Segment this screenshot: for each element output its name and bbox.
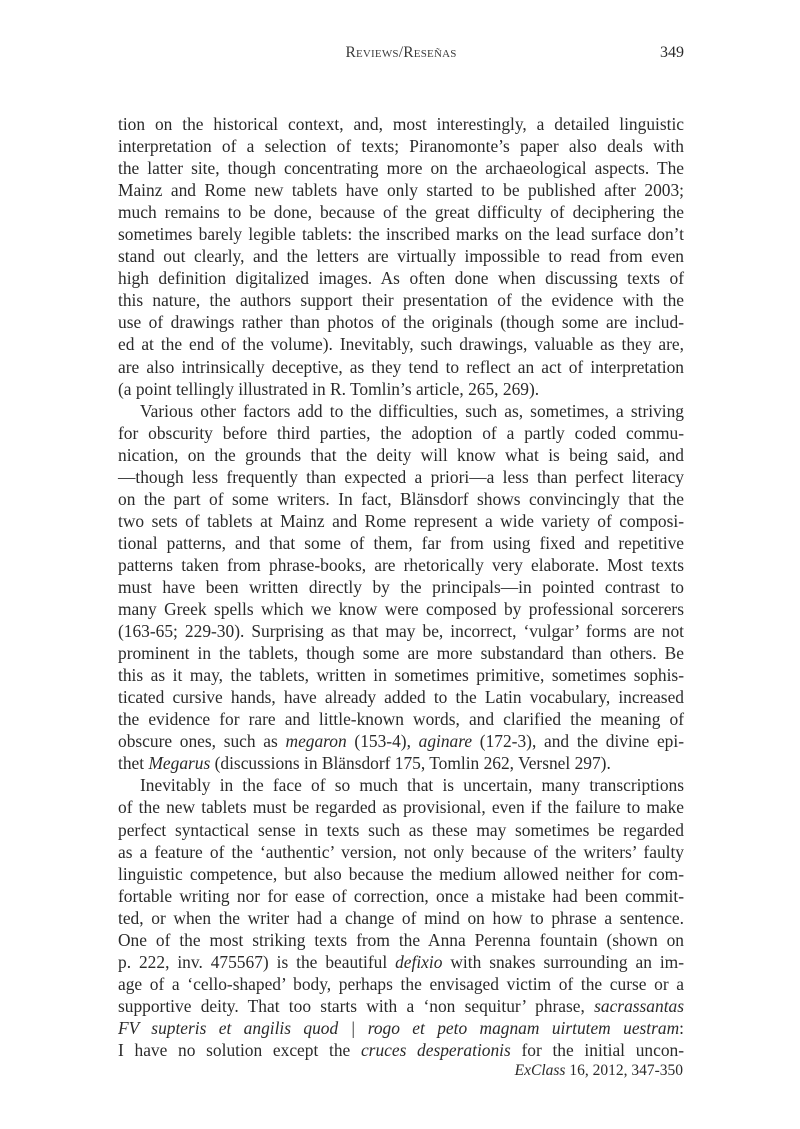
italic-term: aginare: [418, 731, 473, 752]
text-run: age of a ‘cello-shaped’ body, perhaps the envisaged victim of the curse or a: [118, 973, 684, 994]
text-run: the evidence for rare and little-known words, and clarified the meaning of: [118, 709, 684, 730]
text-line: [118, 179, 684, 201]
text-run: sometimes barely legible tablets: the inscribed marks on the lead surface don’t: [118, 224, 684, 245]
text-line: [118, 510, 684, 532]
text-run: Inevitably in the face of so much that is uncertain, many transcriptions: [140, 775, 684, 796]
text-run: must have been written directly by the principals—in pointed contrast to: [118, 576, 684, 597]
italic-term: Megarus: [148, 753, 211, 774]
text-run: supportive deity. That too starts with a ‘non sequitur’ phrase,: [118, 995, 595, 1016]
text-run: (a point tellingly illustrated in R. Tomlin’s article, 265, 269).: [118, 378, 540, 399]
italic-term: FV supteris et angilis quod | rogo et peto magnam uirtutem uestram: [118, 1017, 680, 1038]
text-run: the latter site, though concentrating more on the archaeological aspects. The: [118, 158, 684, 179]
text-line: [118, 598, 684, 620]
text-run: this as it may, the tablets, written in sometimes primitive, sometimes sophis-: [118, 665, 684, 686]
text-line: [118, 664, 684, 686]
text-run: many Greek spells which we know were composed by professional sorcerers: [118, 599, 684, 620]
text-line: [118, 422, 684, 444]
text-line: [118, 532, 684, 554]
text-run: for the initial uncon-: [510, 1039, 684, 1060]
text-line: [118, 311, 684, 333]
text-line: [118, 356, 684, 378]
text-run: much remains to be done, because of the great difficulty of deciphering the: [118, 202, 684, 223]
italic-term: megaron: [285, 731, 347, 752]
text-line: [118, 708, 684, 730]
text-run: tional patterns, and that some of them, far from using fixed and repetitive: [118, 532, 684, 553]
text-line: [118, 642, 684, 664]
text-line: [118, 774, 684, 796]
text-line: [118, 245, 684, 267]
text-run: interpretation of a selection of texts; Piranomonte’s paper also deals with: [118, 136, 684, 157]
text-run: ticated cursive hands, have already added to the Latin vocabulary, increased: [118, 687, 684, 708]
italic-term: sacrassantas: [594, 995, 684, 1016]
text-line: [118, 1039, 684, 1061]
text-run: (172-3), and the divine epi-: [472, 731, 684, 752]
journal-volume-pages: 16, 2012, 347-350: [565, 1062, 683, 1079]
text-run: two sets of tablets at Mainz and Rome represent a wide variety of composi-: [118, 510, 684, 531]
page-number: 349: [660, 44, 684, 61]
text-line: [118, 444, 684, 466]
text-run: fortable writing nor for ease of correction, once a mistake had been commit-: [118, 885, 684, 906]
text-line: [118, 113, 684, 135]
text-run: with snakes surrounding an im-: [442, 951, 684, 972]
text-run: as a feature of the ‘authentic’ version, not only because of the writers’ faulty: [118, 841, 684, 862]
text-run: (discussions in Blänsdorf 175, Tomlin 262, Versnel 297).: [210, 753, 611, 774]
text-run: Mainz and Rome new tablets have only started to be published after 2003;: [118, 180, 684, 201]
text-line: [118, 466, 684, 488]
text-run: patterns taken from phrase-books, are rhetorically very elaborate. Most texts: [118, 554, 684, 575]
text-run: are also intrinsically deceptive, as they tend to reflect an act of interpretation: [118, 356, 684, 377]
text-line: [118, 973, 684, 995]
text-line: [118, 995, 684, 1017]
text-line: [118, 400, 684, 422]
text-line: [118, 289, 684, 311]
text-line: [118, 267, 684, 289]
text-run: for obscurity before third parties, the adoption of a partly coded commu-: [118, 422, 684, 443]
text-run: Various other factors add to the difficulties, such as, sometimes, a striving: [140, 400, 684, 421]
text-line: [118, 863, 684, 885]
text-run: of the new tablets must be regarded as provisional, even if the failure to make: [118, 797, 684, 818]
text-run: :: [679, 1017, 684, 1038]
text-run: stand out clearly, and the letters are virtually impossible to read from even: [118, 246, 684, 267]
text-line: [118, 841, 684, 863]
text-run: linguistic competence, but also because the medium allowed neither for com-: [118, 863, 684, 884]
text-line: [118, 201, 684, 223]
text-run: tion on the historical context, and, most interestingly, a detailed linguistic: [118, 114, 684, 134]
journal-name: ExClass: [514, 1062, 566, 1079]
paragraph-p1: [118, 113, 684, 400]
text-run: this nature, the authors support their presentation of the evidence with the: [118, 290, 684, 311]
text-run: (163-65; 229-30). Surprising as that may be, incorrect, ‘vulgar’ forms are not: [118, 621, 684, 642]
text-line: [118, 157, 684, 179]
text-run: obscure ones, such as: [118, 731, 286, 752]
text-line: [118, 819, 684, 841]
italic-term: cruces desperationis: [360, 1039, 511, 1060]
text-line: [118, 1017, 684, 1039]
text-run: thet: [118, 753, 149, 774]
text-run: on the part of some writers. In fact, Blänsdorf shows convincingly that the: [118, 488, 684, 509]
italic-term: defixio: [395, 951, 443, 972]
text-run: nication, on the grounds that the deity will know what is being said, and: [118, 444, 684, 465]
text-line: [118, 929, 684, 951]
text-line: [118, 576, 684, 598]
text-run: —though less frequently than expected a priori—a less than perfect literacy: [118, 466, 684, 487]
text-line: [118, 686, 684, 708]
text-line: [118, 796, 684, 818]
text-line: [118, 620, 684, 642]
text-line: [118, 378, 684, 400]
body-text: [118, 113, 684, 1061]
text-run: One of the most striking texts from the Anna Perenna fountain (shown on: [118, 929, 684, 950]
text-run: perfect syntactical sense in texts such as these may sometimes be regarded: [118, 819, 684, 840]
text-line: [118, 907, 684, 929]
text-run: high definition digitalized images. As often done when discussing texts of: [118, 268, 684, 289]
running-head: [118, 44, 684, 68]
footer-citation: [515, 1062, 683, 1080]
text-line: [118, 752, 684, 774]
text-run: prominent in the tablets, though some are more substandard than others. Be: [118, 643, 684, 664]
text-line: [118, 223, 684, 245]
text-run: ed at the end of the volume). Inevitably, such drawings, valuable as they are,: [118, 334, 684, 355]
text-run: I have no solution except the: [118, 1039, 361, 1060]
text-run: use of drawings rather than photos of the originals (though some are includ-: [118, 312, 684, 333]
text-line: [118, 135, 684, 157]
text-line: [118, 951, 684, 973]
text-run: p. 222, inv. 475567) is the beautiful: [118, 951, 396, 972]
text-run: ted, or when the writer had a change of mind on how to phrase a sentence.: [118, 907, 684, 928]
running-title: Reviews/Reseñas: [345, 44, 457, 61]
text-line: [118, 333, 684, 355]
paragraph-p2: [118, 400, 684, 775]
text-line: [118, 730, 684, 752]
paragraph-p3: [118, 774, 684, 1061]
text-run: (153-4),: [346, 731, 419, 752]
text-line: [118, 885, 684, 907]
text-line: [118, 554, 684, 576]
text-line: [118, 488, 684, 510]
